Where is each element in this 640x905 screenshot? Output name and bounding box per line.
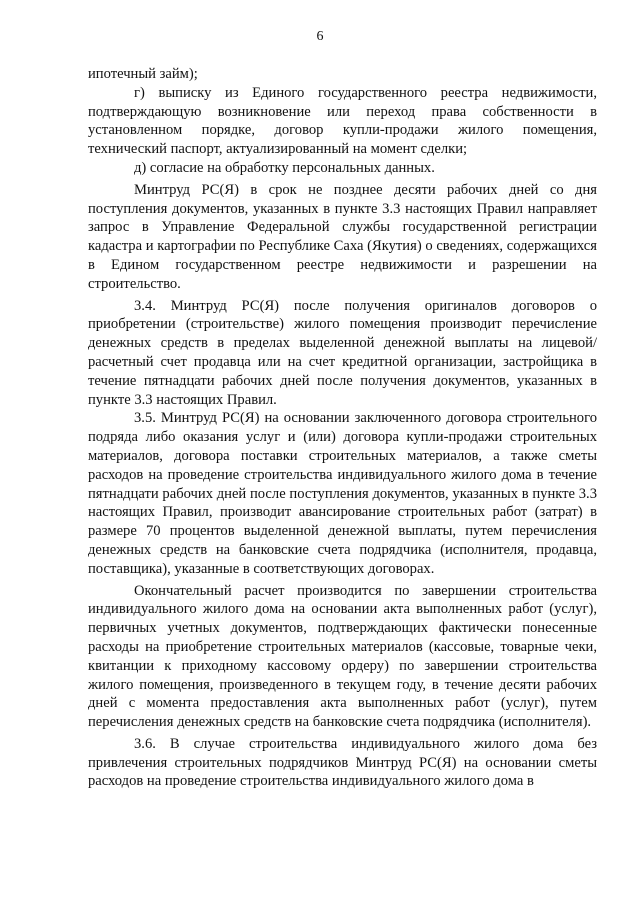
paragraph-3-4: 3.4. Минтруд РС(Я) после получения оригиналов договоров о приобретении (строительстве) жилого помещения производит перечисление денежных средств в пределах выделенной денежной выплаты на лицевой/расчетный счет продавца или на счет кредитной организации, застройщика в течение пятнадцати рабочих дней после получения документов, указанных в пункте 3.3 настоящих Правил. bbox=[88, 297, 597, 408]
paragraph-3-5: 3.5. Минтруд РС(Я) на основании заключенного договора строительного подряда либо оказания услуг и (или) договора купли-продажи строительных материалов, договора поставки строительных материалов, а также сметы расходов на проведение строительства индивидуального жилого дома в течение пятнадцати рабочих дней после поступления документов, указанных в пункте 3.3 настоящих Правил, производит авансирование строительных работ (затрат) в размере 70 процентов выделенной денежной выплаты, путем перечисления денежных средств на банковские счета подрядчика (исполнителя, продавца, поставщика), указанные в соответствующих договорах. bbox=[88, 410, 597, 577]
paragraph-item-d: д) согласие на обработку персональных данных. bbox=[134, 159, 435, 176]
paragraph-mintrud-request: Минтруд РС(Я) в срок не позднее десяти рабочих дней со дня поступления документов, указанных в пункте 3.3 настоящих Правил направляет запрос в Управление Федеральной службы государственной регистрации кадастра и картографии по Республике Саха (Якутия) о сведениях, содержащихся в Едином государственном реестре недвижимости и разрешении на строительство. bbox=[88, 181, 597, 292]
paragraph-3-6: 3.6. В случае строительства индивидуального жилого дома без привлечения строительных подрядчиков Минтруд РС(Я) на основании сметы расходов на проведение строительства индивидуального жилого дома в bbox=[88, 735, 597, 790]
paragraph-mortgage-continuation: ипотечный займ); bbox=[88, 66, 198, 82]
document-body bbox=[88, 65, 597, 791]
page-number: 6 bbox=[316, 29, 324, 44]
paragraph-final-settlement: Окончательный расчет производится по завершении строительства индивидуального жилого дома на основании акта выполненных работ (услуг), первичных учетных документов, подтверждающих фактически понесенные расходы на приобретение строительных материалов (кассовые, товарные чеки, квитанции к приходному кассовому ордеру) по завершении строительства жилого помещения, произведенного в текущем году, в течение десяти рабочих дней с момента предоставления акта выполненных работ (услуг), путем перечисления денежных средств на банковские счета подрядчика (исполнителя). bbox=[88, 582, 597, 731]
paragraph-item-g: г) выписку из Единого государственного реестра недвижимости, подтверждающую возникновение или переход права собственности в установленном порядке, договор купли-продажи жилого помещения, технический паспорт, актуализированный на момент сделки; bbox=[88, 84, 597, 158]
